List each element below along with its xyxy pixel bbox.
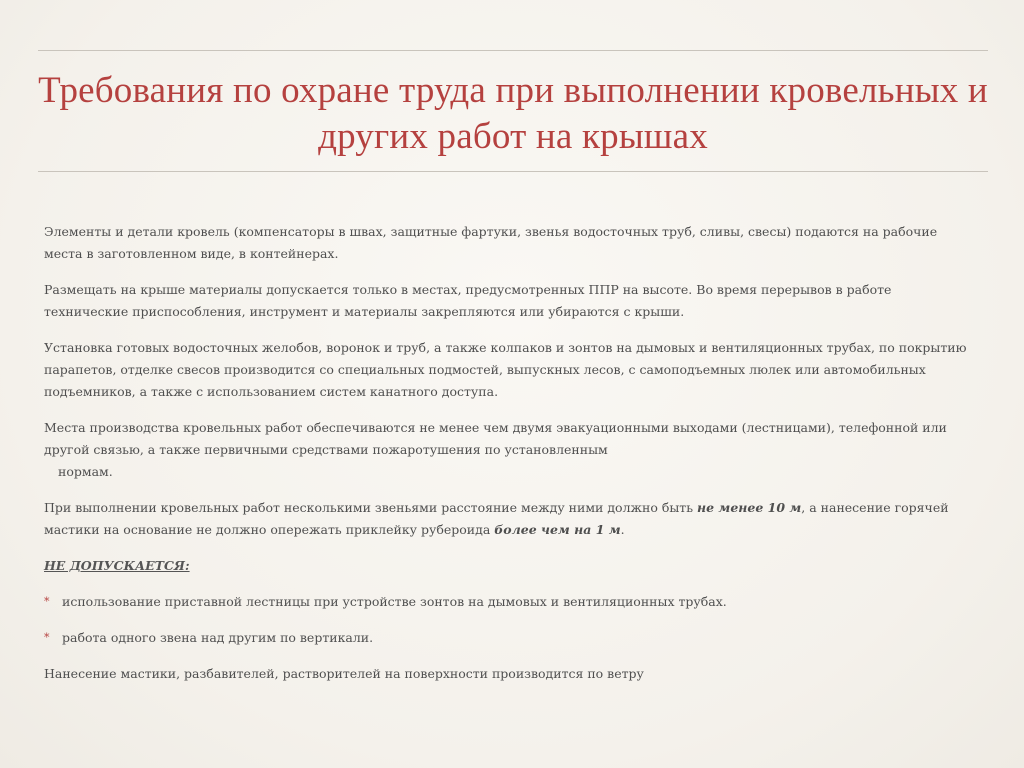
paragraph-gutter-installation: Установка готовых водосточных желобов, воронок и труб, а также колпаков и зонтов на дымовых и вентиляционных трубах, по покрытию парапетов, отделке свесов производится со специальных подмостей, выпускных лесов, с самоподъемных люлек или автомобильных подъемников, а также с использованием систем канатного доступа. bbox=[44, 340, 967, 399]
evacuation-text-tail: нормам. bbox=[58, 464, 113, 479]
paragraph-crew-distance bbox=[44, 497, 979, 541]
paragraph-roof-elements: Элементы и детали кровель (компенсаторы в швах, защитные фартуки, звенья водосточных труб, сливы, свесы) подаются на рабочие места в заготовленном виде, в контейнерах. bbox=[44, 224, 938, 261]
paragraph-materials-placement: Размещать на крыше материалы допускается только в местах, предусмотренных ППР на высоте. Во время перерывов в работе технические приспособления, инструмент и материалы закрепляются или убираются с крыши. bbox=[44, 282, 892, 319]
crew-distance-emphasis-b: более чем на 1 м bbox=[494, 522, 621, 537]
bullet-item bbox=[44, 627, 979, 649]
bullet-asterisk-icon: * bbox=[44, 595, 50, 608]
slide-title: Требования по охране труда при выполнении кровельных и других работ на крышах bbox=[38, 70, 988, 157]
slide-body bbox=[44, 221, 979, 699]
crew-distance-text-b: , а нанесение горячей мастики на основание не должно опережать приклейку рубероида bbox=[44, 500, 949, 537]
crew-distance-emphasis-a: не менее 10 м bbox=[697, 500, 802, 515]
title-top-rule bbox=[38, 50, 988, 51]
evacuation-text-main: Места производства кровельных работ обеспечиваются не менее чем двумя эвакуационными выходами (лестницами), телефонной или другой связью, а также первичными средствами пожаротушения по установленным bbox=[44, 420, 947, 457]
paragraph-mastic-application: Нанесение мастики, разбавителей, растворителей на поверхности производится по ветру bbox=[44, 666, 644, 681]
crew-distance-text-a: При выполнении кровельных работ несколькими звеньями расстояние между ними должно быть bbox=[44, 500, 694, 515]
paragraph-evacuation-exits bbox=[44, 417, 979, 483]
bullet-asterisk-icon: * bbox=[44, 631, 50, 644]
bullet-text-ladder: использование приставной лестницы при устройстве зонтов на дымовых и вентиляционных трубах. bbox=[62, 594, 727, 609]
title-bottom-rule bbox=[38, 171, 988, 172]
not-allowed-heading: НЕ ДОПУСКАЕТСЯ: bbox=[44, 558, 190, 573]
bullet-text-vertical-work: работа одного звена над другим по вертикали. bbox=[62, 630, 374, 645]
crew-distance-text-c: . bbox=[620, 522, 625, 537]
bullet-item bbox=[44, 591, 979, 613]
